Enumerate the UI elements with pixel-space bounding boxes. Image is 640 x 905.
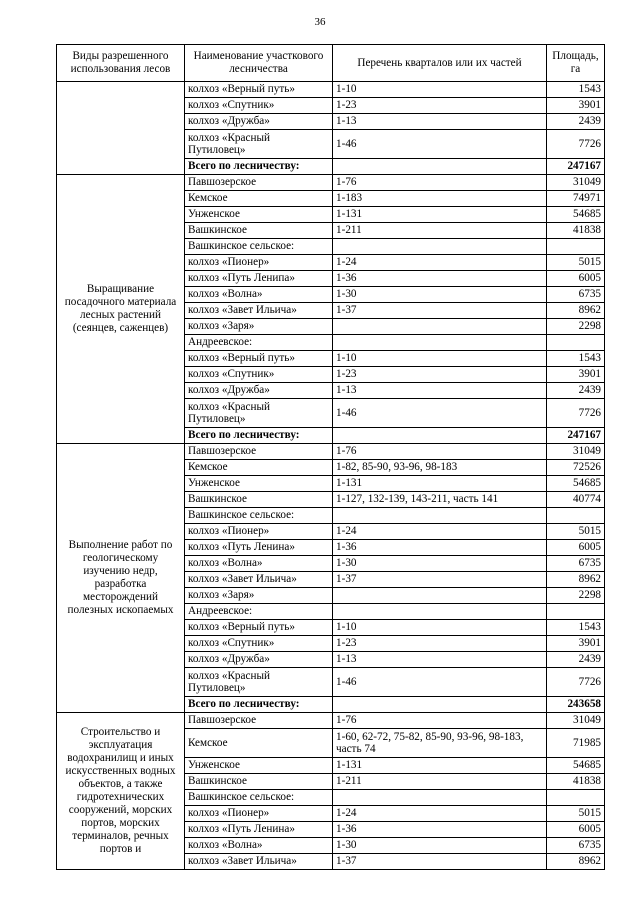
area-cell: 54685 [547, 207, 605, 223]
district-cell: колхоз «Дружба» [185, 114, 333, 130]
district-cell: Андреевское: [185, 335, 333, 351]
area-cell: 31049 [547, 713, 605, 729]
area-cell: 6735 [547, 838, 605, 854]
quarters-cell: 1-76 [333, 713, 547, 729]
district-cell: колхоз «Завет Ильича» [185, 572, 333, 588]
quarters-cell: 1-10 [333, 82, 547, 98]
district-cell: колхоз «Верный путь» [185, 620, 333, 636]
use-type-cell: Выращивание посадочного материала лесных растений (сеянцев, саженцев) [57, 175, 185, 444]
district-cell: Павшозерское [185, 444, 333, 460]
district-cell: колхоз «Верный путь» [185, 351, 333, 367]
area-cell: 247167 [547, 428, 605, 444]
area-cell: 2439 [547, 383, 605, 399]
area-cell [547, 508, 605, 524]
area-cell: 7726 [547, 668, 605, 697]
district-cell: Унженское [185, 476, 333, 492]
area-cell: 3901 [547, 367, 605, 383]
area-cell: 2298 [547, 588, 605, 604]
district-cell: Всего по лесничеству: [185, 428, 333, 444]
district-cell: Вашкинское сельское: [185, 239, 333, 255]
quarters-cell: 1-13 [333, 114, 547, 130]
quarters-cell: 1-10 [333, 351, 547, 367]
district-cell: Всего по лесничеству: [185, 159, 333, 175]
quarters-cell: 1-23 [333, 636, 547, 652]
quarters-cell [333, 239, 547, 255]
district-cell: колхоз «Завет Ильича» [185, 854, 333, 870]
quarters-cell: 1-23 [333, 98, 547, 114]
quarters-cell: 1-10 [333, 620, 547, 636]
quarters-cell [333, 588, 547, 604]
district-cell: колхоз «Дружба» [185, 383, 333, 399]
district-cell: колхоз «Верный путь» [185, 82, 333, 98]
quarters-cell [333, 428, 547, 444]
district-cell: колхоз «Красный Путиловец» [185, 130, 333, 159]
table-header [57, 45, 605, 82]
district-cell: Всего по лесничеству: [185, 697, 333, 713]
header-district: Наименование участкового лесничества [185, 45, 333, 82]
quarters-cell: 1-131 [333, 476, 547, 492]
quarters-cell: 1-13 [333, 652, 547, 668]
quarters-cell: 1-46 [333, 668, 547, 697]
district-cell: Кемское [185, 460, 333, 476]
quarters-cell: 1-24 [333, 255, 547, 271]
district-cell: Унженское [185, 207, 333, 223]
use-type-cell: Выполнение работ по геологическому изучению недр, разработка месторождений полезных ископаемых [57, 444, 185, 713]
district-cell: колхоз «Волна» [185, 287, 333, 303]
quarters-cell: 1-211 [333, 774, 547, 790]
quarters-cell: 1-30 [333, 556, 547, 572]
area-cell: 72526 [547, 460, 605, 476]
area-cell: 54685 [547, 476, 605, 492]
area-cell: 71985 [547, 729, 605, 758]
header-use: Виды разрешенного использования лесов [57, 45, 185, 82]
district-cell: Вашкинское [185, 774, 333, 790]
area-cell: 7726 [547, 130, 605, 159]
table-body [57, 82, 605, 870]
area-cell: 31049 [547, 175, 605, 191]
quarters-cell: 1-36 [333, 822, 547, 838]
table-row [57, 444, 605, 460]
district-cell: колхоз «Красный Путиловец» [185, 399, 333, 428]
area-cell: 41838 [547, 223, 605, 239]
area-cell: 6735 [547, 287, 605, 303]
area-cell: 8962 [547, 303, 605, 319]
area-cell: 8962 [547, 572, 605, 588]
quarters-cell: 1-36 [333, 540, 547, 556]
quarters-cell: 1-30 [333, 287, 547, 303]
quarters-cell: 1-23 [333, 367, 547, 383]
district-cell: колхоз «Пионер» [185, 524, 333, 540]
area-cell: 5015 [547, 806, 605, 822]
quarters-cell [333, 790, 547, 806]
district-cell: Вашкинское [185, 492, 333, 508]
area-cell [547, 604, 605, 620]
area-cell [547, 335, 605, 351]
area-cell: 74971 [547, 191, 605, 207]
area-cell: 1543 [547, 82, 605, 98]
area-cell: 40774 [547, 492, 605, 508]
district-cell: Андреевское: [185, 604, 333, 620]
district-cell: колхоз «Спутник» [185, 98, 333, 114]
district-cell: колхоз «Заря» [185, 588, 333, 604]
quarters-cell [333, 159, 547, 175]
district-cell: Павшозерское [185, 713, 333, 729]
quarters-cell [333, 319, 547, 335]
quarters-cell: 1-211 [333, 223, 547, 239]
district-cell: колхоз «Завет Ильича» [185, 303, 333, 319]
district-cell: Павшозерское [185, 175, 333, 191]
area-cell: 31049 [547, 444, 605, 460]
use-type-cell: Строительство и эксплуатация водохранилищ и иных искусственных водных объектов, а также гидротехнических сооружений, морских портов, морских терминалов, речных портов и [57, 713, 185, 870]
area-cell: 247167 [547, 159, 605, 175]
area-cell: 1543 [547, 620, 605, 636]
district-cell: Вашкинское сельское: [185, 508, 333, 524]
quarters-cell: 1-30 [333, 838, 547, 854]
quarters-cell: 1-24 [333, 806, 547, 822]
district-cell: колхоз «Спутник» [185, 636, 333, 652]
quarters-cell: 1-37 [333, 303, 547, 319]
area-cell: 3901 [547, 98, 605, 114]
forest-use-table [56, 44, 605, 870]
table-row [57, 713, 605, 729]
area-cell: 5015 [547, 255, 605, 271]
area-cell: 2298 [547, 319, 605, 335]
quarters-cell: 1-131 [333, 207, 547, 223]
area-cell: 1543 [547, 351, 605, 367]
area-cell: 6005 [547, 540, 605, 556]
district-cell: колхоз «Пионер» [185, 806, 333, 822]
header-area: Площадь, га [547, 45, 605, 82]
quarters-cell: 1-131 [333, 758, 547, 774]
area-cell: 8962 [547, 854, 605, 870]
quarters-cell: 1-37 [333, 854, 547, 870]
district-cell: колхоз «Волна» [185, 556, 333, 572]
area-cell: 3901 [547, 636, 605, 652]
table-row [57, 175, 605, 191]
quarters-cell: 1-24 [333, 524, 547, 540]
quarters-cell [333, 335, 547, 351]
area-cell [547, 239, 605, 255]
area-cell: 2439 [547, 652, 605, 668]
district-cell: колхоз «Красный Путиловец» [185, 668, 333, 697]
area-cell: 54685 [547, 758, 605, 774]
quarters-cell: 1-183 [333, 191, 547, 207]
quarters-cell [333, 697, 547, 713]
quarters-cell: 1-76 [333, 175, 547, 191]
area-cell: 5015 [547, 524, 605, 540]
district-cell: Унженское [185, 758, 333, 774]
district-cell: колхоз «Дружба» [185, 652, 333, 668]
area-cell: 7726 [547, 399, 605, 428]
district-cell: колхоз «Спутник» [185, 367, 333, 383]
quarters-cell: 1-46 [333, 399, 547, 428]
quarters-cell: 1-46 [333, 130, 547, 159]
quarters-cell [333, 508, 547, 524]
district-cell: Кемское [185, 191, 333, 207]
header-quarters: Перечень кварталов или их частей [333, 45, 547, 82]
quarters-cell: 1-76 [333, 444, 547, 460]
area-cell: 6005 [547, 822, 605, 838]
area-cell: 6735 [547, 556, 605, 572]
quarters-cell [333, 604, 547, 620]
quarters-cell: 1-127, 132-139, 143-211, часть 141 [333, 492, 547, 508]
quarters-cell: 1-36 [333, 271, 547, 287]
district-cell: колхоз «Пионер» [185, 255, 333, 271]
area-cell: 6005 [547, 271, 605, 287]
district-cell: колхоз «Путь Ленина» [185, 540, 333, 556]
table-row [57, 82, 605, 98]
district-cell: колхоз «Заря» [185, 319, 333, 335]
district-cell: колхоз «Путь Ленипа» [185, 271, 333, 287]
district-cell: колхоз «Волна» [185, 838, 333, 854]
area-cell: 41838 [547, 774, 605, 790]
area-cell: 2439 [547, 114, 605, 130]
district-cell: Кемское [185, 729, 333, 758]
district-cell: Вашкинское сельское: [185, 790, 333, 806]
page-number: 36 [314, 16, 326, 28]
area-cell [547, 790, 605, 806]
use-type-cell [57, 82, 185, 175]
quarters-cell: 1-37 [333, 572, 547, 588]
area-cell: 243658 [547, 697, 605, 713]
quarters-cell: 1-82, 85-90, 93-96, 98-183 [333, 460, 547, 476]
district-cell: колхоз «Путь Ленина» [185, 822, 333, 838]
quarters-cell: 1-13 [333, 383, 547, 399]
quarters-cell: 1-60, 62-72, 75-82, 85-90, 93-96, 98-183, часть 74 [333, 729, 547, 758]
district-cell: Вашкинское [185, 223, 333, 239]
